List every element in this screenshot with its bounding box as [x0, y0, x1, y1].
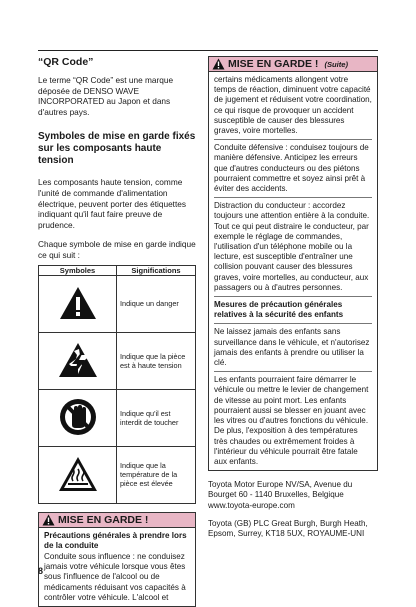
- warning-header: [39, 513, 195, 528]
- warning-header: [209, 57, 377, 72]
- table-row: [39, 275, 196, 332]
- meaning-cell: Indique un danger: [117, 275, 196, 332]
- danger-triangle-icon: [59, 286, 97, 320]
- left-column: [38, 56, 196, 607]
- warning-text: Conduite sous influence : ne conduisez jamais votre véhicule lorsque vous êtes sous l'influence de l'alcool ou de médicaments réduisant vos capacités à contrôler votre véhicule. L'alcool et: [44, 551, 186, 602]
- warning-box-left: [38, 512, 196, 607]
- table-row: [39, 332, 196, 389]
- warning-body: [209, 72, 377, 470]
- symbols-lead: Chaque symbole de mise en garde indique ce qui suit :: [38, 239, 196, 260]
- col-meanings-header: Significations: [117, 265, 196, 275]
- warning-paragraph: Distraction du conducteur : accordez toujours une attention entière à la conduite. Tout ce qui peut distraire le conducteur, par exemple le réglage de commandes, l'utilisation d'un téléphone mobile ou la lecture, est susceptible d'entraîner une collision pouvant causer des blessures graves, voire mortelles, au conducteur, aux passagers ou à d'autres personnes.: [214, 201, 370, 292]
- right-column: [208, 56, 378, 539]
- warning-body: [39, 528, 195, 606]
- warning-continued-label: (Suite): [324, 59, 349, 69]
- qr-heading: “QR Code”: [38, 56, 94, 68]
- top-rule: [38, 50, 378, 51]
- warning-paragraph: Conduite défensive : conduisez toujours de manière défensive. Anticipez les erreurs que d'autres conducteurs ou des piétons pourraient commettre et soyez ainsi prêt à éviter des accidents.: [214, 143, 369, 194]
- warning-title: MISE EN GARDE !: [58, 513, 149, 526]
- warning-title: MISE EN GARDE !: [228, 58, 319, 70]
- symbol-cell: [39, 446, 117, 503]
- symbol-cell: [39, 389, 117, 446]
- contact-gb: Toyota (GB) PLC Great Burgh, Burgh Heath, Epsom, Surrey, KT18 5UX, ROYAUME-UNI: [208, 518, 368, 538]
- qr-text: Le terme “QR Code” est une marque déposée de DENSO WAVE INCORPORATED au Japon et dans d'autres pays.: [38, 75, 174, 117]
- meaning-cell: Indique qu'il est interdit de toucher: [117, 389, 196, 446]
- symbols-table: [38, 265, 196, 504]
- divider: [214, 323, 372, 324]
- warning-paragraph: Les enfants pourraient faire démarrer le véhicule ou mettre le levier de changement de vitesse au point mort. Les enfants pourraient aussi se blesser en jouant avec les vitres ou d'autres fonctions du véhicule. De plus, l'exposition à des températures très chaudes ou extrêmement froides à l'intérieur du véhicule pourrait être fatale aux enfants.: [214, 375, 369, 466]
- high-voltage-icon: [58, 342, 98, 378]
- meaning-cell: Indique que la pièce est à haute tension: [117, 332, 196, 389]
- contact-block: [208, 480, 378, 539]
- symbol-cell: [39, 332, 117, 389]
- contact-europe: Toyota Motor Europe NV/SA, Avenue du Bourget 60 - 1140 Bruxelles, Belgique www.toyota-europe.com: [208, 480, 353, 510]
- symbols-heading: Symboles de mise en garde fixés sur les composants haute tension: [38, 131, 196, 167]
- symbol-cell: [39, 275, 117, 332]
- divider: [214, 197, 372, 198]
- warning-box-right: [208, 56, 378, 471]
- warning-subheading: Mesures de précaution générales relatives à la sécurité des enfants: [214, 300, 344, 320]
- symbols-intro: Les composants haute tension, comme l'unité de commande d'alimentation électrique, peuvent porter des étiquettes indiquant qu'il faut faire preuve de prudence.: [38, 177, 187, 230]
- col-symbols-header: Symboles: [39, 265, 117, 275]
- warning-subheading: Précautions générales à prendre lors de la conduite: [44, 530, 187, 550]
- warning-paragraph: certains médicaments allongent votre temps de réaction, diminuent votre capacité de jugement et réduisent votre coordination, ce qui risque de provoquer un accident susceptible de causer des blessures graves, voire mortelles.: [214, 75, 372, 136]
- hot-surface-icon: [58, 456, 98, 492]
- divider: [214, 371, 372, 372]
- divider: [214, 296, 372, 297]
- warning-triangle-icon: [212, 58, 225, 70]
- page-number: 8: [38, 566, 44, 576]
- table-row: [39, 446, 196, 503]
- table-header-row: [39, 265, 196, 275]
- table-row: [39, 389, 196, 446]
- divider: [214, 139, 372, 140]
- meaning-cell: Indique que la température de la pièce est élevée: [117, 446, 196, 503]
- warning-paragraph: Ne laissez jamais des enfants sans surveillance dans le véhicule, et n'autorisez jamais des enfants à prendre ou utiliser la clé.: [214, 327, 370, 368]
- do-not-touch-icon: [59, 398, 97, 436]
- warning-triangle-icon: [42, 514, 55, 526]
